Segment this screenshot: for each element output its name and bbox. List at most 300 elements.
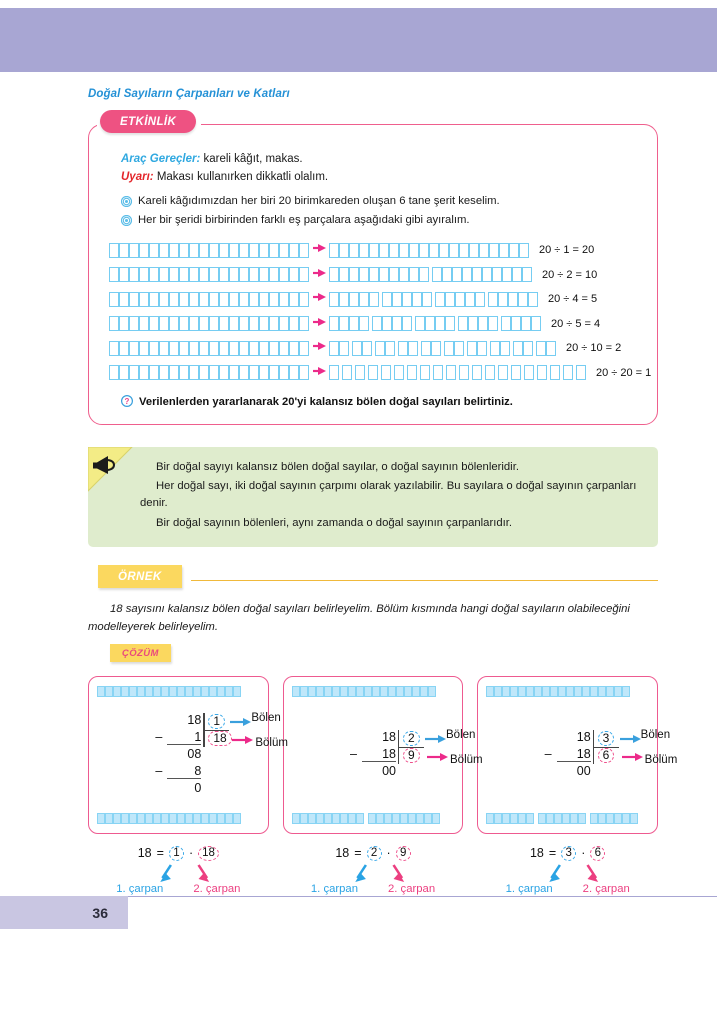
grid-cell	[432, 813, 440, 824]
grid-group	[435, 292, 485, 307]
factor-1-label: 1. çarpan	[310, 883, 358, 896]
grid-group	[109, 341, 309, 356]
grid-cell	[121, 813, 129, 824]
grid-cell	[485, 365, 495, 380]
division-step	[155, 781, 201, 798]
grid-cell	[398, 341, 408, 356]
grid-cell	[606, 686, 614, 697]
grid-cell	[193, 686, 201, 697]
spiral-bullet-icon	[121, 196, 132, 210]
grid-cell	[455, 292, 465, 307]
grid-cell	[177, 686, 185, 697]
grid-cell	[368, 813, 376, 824]
grid-cell	[299, 292, 309, 307]
grid-cell	[316, 686, 324, 697]
grid-cell	[570, 813, 578, 824]
warning-value: Makası kullanırken dikkatli olalım.	[156, 171, 329, 183]
factor-arrows	[477, 863, 658, 883]
grid-cell	[404, 686, 412, 697]
grid-cell	[269, 341, 279, 356]
grid-group	[352, 341, 372, 356]
divisor-value: 2	[403, 731, 420, 746]
grid-cell	[433, 365, 443, 380]
grid-cell	[189, 365, 199, 380]
divisor-label: Bölen	[446, 728, 476, 741]
step-value: 00	[576, 763, 591, 778]
grid-group	[490, 341, 510, 356]
grid-cell	[566, 686, 574, 697]
grid-cell	[189, 267, 199, 282]
grid-cell	[465, 292, 475, 307]
page-content	[88, 88, 678, 905]
page-title: Doğal Sayıların Çarpanları ve Katları	[88, 88, 290, 100]
grid-cell	[233, 686, 241, 697]
factor-equation-line	[283, 843, 464, 863]
long-division	[292, 697, 483, 813]
factor-1-chip: 1	[169, 846, 184, 861]
grid-group	[432, 267, 532, 282]
division-step	[155, 730, 201, 747]
grid-cell	[369, 243, 379, 258]
grid-cell	[359, 316, 369, 331]
grid-cell	[159, 243, 169, 258]
grid-cell	[501, 316, 511, 331]
grid-cell	[419, 267, 429, 282]
multiply-dot: ·	[188, 846, 194, 861]
grid-cell	[129, 243, 139, 258]
grid-cell	[239, 316, 249, 331]
grid-cell	[454, 341, 464, 356]
grid-group	[109, 292, 309, 307]
grid-group	[524, 365, 534, 380]
grid-cell	[421, 341, 431, 356]
grid-cell	[209, 365, 219, 380]
grid-cell	[340, 686, 348, 697]
grid-cell	[494, 686, 502, 697]
grid-cell	[614, 813, 622, 824]
grid-cell	[429, 243, 439, 258]
product: 18	[137, 846, 152, 861]
equals-sign: =	[548, 846, 557, 861]
division-rows	[545, 730, 591, 781]
grid-cell	[289, 243, 299, 258]
grid-group	[485, 365, 495, 380]
minus-sign: –	[155, 729, 163, 744]
grid-cell	[339, 267, 349, 282]
grid-cell	[179, 316, 189, 331]
grid-cell	[578, 813, 586, 824]
grid-cell	[308, 813, 316, 824]
grid-cell	[502, 267, 512, 282]
grid-cell	[217, 813, 225, 824]
factor-1-chip: 2	[367, 846, 382, 861]
arrow-right-icon	[312, 364, 326, 382]
quotient-label: Bölüm	[450, 753, 483, 766]
grid-cell	[139, 292, 149, 307]
grid-group	[342, 365, 352, 380]
grid-cell	[179, 267, 189, 282]
grid-group	[421, 341, 441, 356]
grid-cell	[139, 341, 149, 356]
grid-cell	[550, 686, 558, 697]
grid-cell	[435, 316, 445, 331]
grid-cell	[339, 292, 349, 307]
grid-cell	[488, 316, 498, 331]
warning-line	[105, 171, 641, 183]
grid-cell	[329, 365, 339, 380]
grid-group	[538, 813, 586, 824]
grid-strip	[486, 686, 649, 697]
grid-cell	[249, 267, 259, 282]
grid-cell	[368, 365, 378, 380]
grid-cell	[139, 267, 149, 282]
grid-cell	[329, 267, 339, 282]
division-rows	[350, 730, 396, 781]
grid-cell	[519, 243, 529, 258]
strip-equation: 20 ÷ 2 = 10	[542, 268, 598, 281]
strip-equation: 20 ÷ 10 = 2	[566, 342, 622, 354]
grid-cell	[362, 341, 372, 356]
grid-cell	[375, 341, 385, 356]
step-value: 00	[382, 763, 396, 778]
grid-cell	[129, 686, 137, 697]
product: 18	[335, 846, 350, 861]
grid-strip	[329, 267, 535, 282]
grid-cell	[435, 292, 445, 307]
grid-cell	[161, 813, 169, 824]
grid-cell	[384, 813, 392, 824]
example-divider	[191, 580, 658, 581]
grid-cell	[534, 686, 542, 697]
grid-cell	[502, 686, 510, 697]
grid-cell	[292, 813, 300, 824]
division-model	[88, 676, 288, 834]
grid-cell	[109, 365, 119, 380]
grid-group	[329, 365, 339, 380]
info-paragraph-3: Bir doğal sayının bölenleri, aynı zamanda o doğal sayının çarpanlarıdır.	[156, 517, 513, 530]
grid-group	[488, 292, 538, 307]
strip-row	[109, 264, 641, 286]
grid-cell	[259, 341, 269, 356]
example-text: 18 sayısını kalansız bölen doğal sayıları belirleyelim. Bölüm kısmında hangi doğal sayıların olabileceğini modelleyerek belirleyelim.	[88, 603, 630, 633]
grid-cell	[229, 292, 239, 307]
dividend: 18	[382, 729, 396, 744]
grid-cell	[598, 813, 606, 824]
grid-cell	[385, 341, 395, 356]
grid-cell	[189, 243, 199, 258]
example-section	[88, 569, 678, 905]
info-box-wrapper	[88, 447, 658, 548]
grid-cell	[225, 813, 233, 824]
grid-group	[407, 365, 417, 380]
factor-1-label: 1. çarpan	[116, 883, 164, 896]
materials-label: Araç Gereçler:	[121, 153, 201, 165]
example-pill: ÖRNEK	[98, 565, 182, 588]
grid-cell	[279, 365, 289, 380]
grid-cell	[449, 243, 459, 258]
grid-cell	[199, 341, 209, 356]
grid-group	[446, 365, 456, 380]
step-value: 0	[194, 780, 202, 795]
grid-cell	[614, 686, 622, 697]
arrow-right-icon	[312, 339, 326, 357]
grid-cell	[622, 813, 630, 824]
info-paragraph-2: Her doğal sayı, iki doğal sayının çarpımı olarak yazılabilir. Bu sayılara o doğal sayının çarpanları denir.	[140, 480, 637, 510]
grid-group	[537, 365, 547, 380]
grid-cell	[279, 341, 289, 356]
grid-group	[467, 341, 487, 356]
strip-row	[109, 288, 641, 310]
dividend-row	[350, 730, 396, 747]
grid-cell	[459, 243, 469, 258]
grid-group	[459, 365, 469, 380]
grid-cell	[159, 292, 169, 307]
grid-cell	[349, 243, 359, 258]
factor-equation-line	[477, 843, 658, 863]
factor-arrows	[88, 863, 269, 883]
factor-2-chip: 18	[198, 846, 219, 861]
grid-cell	[409, 243, 419, 258]
dividend: 18	[576, 729, 591, 744]
grid-group	[486, 813, 534, 824]
grid-group	[576, 365, 586, 380]
grid-cell	[219, 316, 229, 331]
strip-row	[109, 337, 641, 359]
grid-cell	[598, 686, 606, 697]
grid-cell	[229, 243, 239, 258]
grid-cell	[153, 686, 161, 697]
grid-cell	[379, 267, 389, 282]
grid-cell	[219, 365, 229, 380]
grid-cell	[432, 267, 442, 282]
division-figure	[350, 728, 483, 781]
grid-group	[355, 365, 365, 380]
grid-cell	[379, 243, 389, 258]
grid-group	[458, 316, 498, 331]
grid-cell	[129, 267, 139, 282]
grid-cell	[169, 292, 179, 307]
multiply-dot: ·	[386, 846, 391, 861]
activity-box	[88, 124, 658, 425]
grid-cell	[109, 341, 119, 356]
materials-value: kareli kâğıt, makas.	[203, 153, 303, 165]
grid-cell	[201, 686, 209, 697]
grid-cell	[521, 316, 531, 331]
grid-strip	[109, 365, 309, 380]
grid-group	[292, 686, 436, 697]
grid-cell	[169, 813, 177, 824]
strip-equation: 20 ÷ 1 = 20	[539, 244, 595, 256]
grid-cell	[249, 341, 259, 356]
grid-strip	[329, 365, 589, 380]
grid-cell	[97, 813, 105, 824]
grid-cell	[590, 813, 598, 824]
grid-strip	[329, 243, 532, 258]
grid-cell	[289, 316, 299, 331]
grid-cell	[546, 813, 554, 824]
grid-cell	[439, 243, 449, 258]
grid-cell	[332, 813, 340, 824]
step-value: 1	[167, 730, 201, 745]
activity-bullet-2	[105, 214, 641, 229]
division-model	[477, 676, 678, 834]
grid-cell	[486, 813, 494, 824]
grid-group	[329, 243, 529, 258]
grid-cell	[149, 243, 159, 258]
grid-cell	[259, 243, 269, 258]
product: 18	[529, 846, 544, 861]
dividend: 18	[187, 712, 202, 727]
grid-cell	[419, 243, 429, 258]
grid-group	[498, 365, 508, 380]
grid-cell	[329, 316, 339, 331]
grid-cell	[369, 267, 379, 282]
info-paragraph-1: Bir doğal sayıyı kalansız bölen doğal sayılar, o doğal sayının bölenleridir.	[156, 460, 519, 473]
grid-cell	[513, 341, 523, 356]
grid-cell	[193, 813, 201, 824]
grid-cell	[477, 341, 487, 356]
step-value: 8	[167, 764, 201, 779]
grid-cell	[209, 292, 219, 307]
division-model-list	[88, 676, 678, 834]
minus-sign: –	[544, 746, 552, 761]
grid-cell	[129, 341, 139, 356]
strip-row	[109, 362, 652, 384]
grid-cell	[209, 686, 217, 697]
multiply-dot: ·	[581, 846, 586, 861]
grid-strip	[486, 813, 649, 824]
grid-group	[97, 686, 241, 697]
grid-cell	[299, 267, 309, 282]
activity-question	[105, 394, 641, 410]
grid-cell	[169, 316, 179, 331]
grid-strip	[329, 341, 559, 356]
grid-cell	[364, 686, 372, 697]
grid-cell	[279, 267, 289, 282]
grid-cell	[420, 365, 430, 380]
grid-cell	[217, 686, 225, 697]
activity-bullet-1	[105, 195, 641, 210]
long-division	[486, 697, 678, 813]
grid-cell	[356, 686, 364, 697]
grid-cell	[407, 365, 417, 380]
arrow-right-icon	[312, 241, 326, 259]
grid-cell	[159, 341, 169, 356]
factor-2-label: 2. çarpan	[582, 883, 630, 896]
grid-cell	[201, 813, 209, 824]
grid-cell	[622, 686, 630, 697]
division-step	[350, 764, 396, 781]
grid-cell	[356, 813, 364, 824]
grid-cell	[630, 813, 638, 824]
grid-cell	[576, 365, 586, 380]
grid-cell	[415, 316, 425, 331]
grid-cell	[472, 365, 482, 380]
megaphone-icon	[88, 447, 134, 498]
grid-cell	[511, 316, 521, 331]
grid-group	[109, 316, 309, 331]
step-value: 08	[187, 746, 202, 761]
grid-strip	[329, 316, 544, 331]
grid-cell	[536, 341, 546, 356]
grid-strip	[109, 316, 309, 331]
grid-cell	[292, 686, 300, 697]
page-number: 36	[92, 904, 108, 921]
strip-row	[109, 239, 641, 261]
factor-1-chip: 3	[561, 846, 576, 861]
grid-cell	[332, 686, 340, 697]
grid-cell	[300, 686, 308, 697]
grid-cell	[392, 813, 400, 824]
grid-cell	[299, 243, 309, 258]
grid-cell	[169, 243, 179, 258]
grid-cell	[199, 365, 209, 380]
grid-cell	[424, 813, 432, 824]
grid-cell	[229, 267, 239, 282]
grid-cell	[412, 292, 422, 307]
grid-cell	[431, 341, 441, 356]
grid-cell	[498, 292, 508, 307]
grid-cell	[149, 341, 159, 356]
grid-cell	[269, 365, 279, 380]
grid-cell	[340, 813, 348, 824]
grid-cell	[137, 686, 145, 697]
grid-cell	[512, 267, 522, 282]
grid-cell	[239, 292, 249, 307]
grid-cell	[499, 243, 509, 258]
step-value: 18	[557, 747, 591, 762]
grid-cell	[189, 341, 199, 356]
grid-cell	[259, 267, 269, 282]
materials-line	[105, 153, 641, 165]
grid-group	[372, 316, 412, 331]
grid-cell	[382, 292, 392, 307]
page-number-bar	[0, 896, 128, 929]
minus-sign: –	[350, 746, 357, 761]
activity-question-text: Verilenlerden yararlanarak 20'yi kalansız bölen doğal sayıları belirtiniz.	[139, 395, 513, 408]
spiral-bullet-icon	[121, 215, 132, 229]
grid-cell	[542, 686, 550, 697]
grid-cell	[458, 316, 468, 331]
division-figure	[544, 728, 678, 781]
grid-cell	[402, 316, 412, 331]
grid-cell	[537, 365, 547, 380]
grid-cell	[229, 316, 239, 331]
grid-cell	[129, 316, 139, 331]
grid-cell	[177, 813, 185, 824]
grid-cell	[119, 267, 129, 282]
grid-cell	[399, 267, 409, 282]
grid-cell	[524, 365, 534, 380]
grid-cell	[475, 292, 485, 307]
grid-cell	[522, 267, 532, 282]
grid-cell	[109, 316, 119, 331]
equals-sign: =	[156, 846, 164, 861]
division-model	[283, 676, 483, 834]
strip-equation: 20 ÷ 20 = 1	[596, 366, 652, 379]
grid-cell	[420, 686, 428, 697]
grid-cell	[388, 686, 396, 697]
grid-group	[368, 813, 440, 824]
grid-cell	[554, 813, 562, 824]
grid-cell	[249, 292, 259, 307]
grid-cell	[486, 686, 494, 697]
grid-cell	[396, 686, 404, 697]
grid-cell	[352, 341, 362, 356]
grid-cell	[348, 686, 356, 697]
grid-cell	[355, 365, 365, 380]
grid-cell	[199, 267, 209, 282]
